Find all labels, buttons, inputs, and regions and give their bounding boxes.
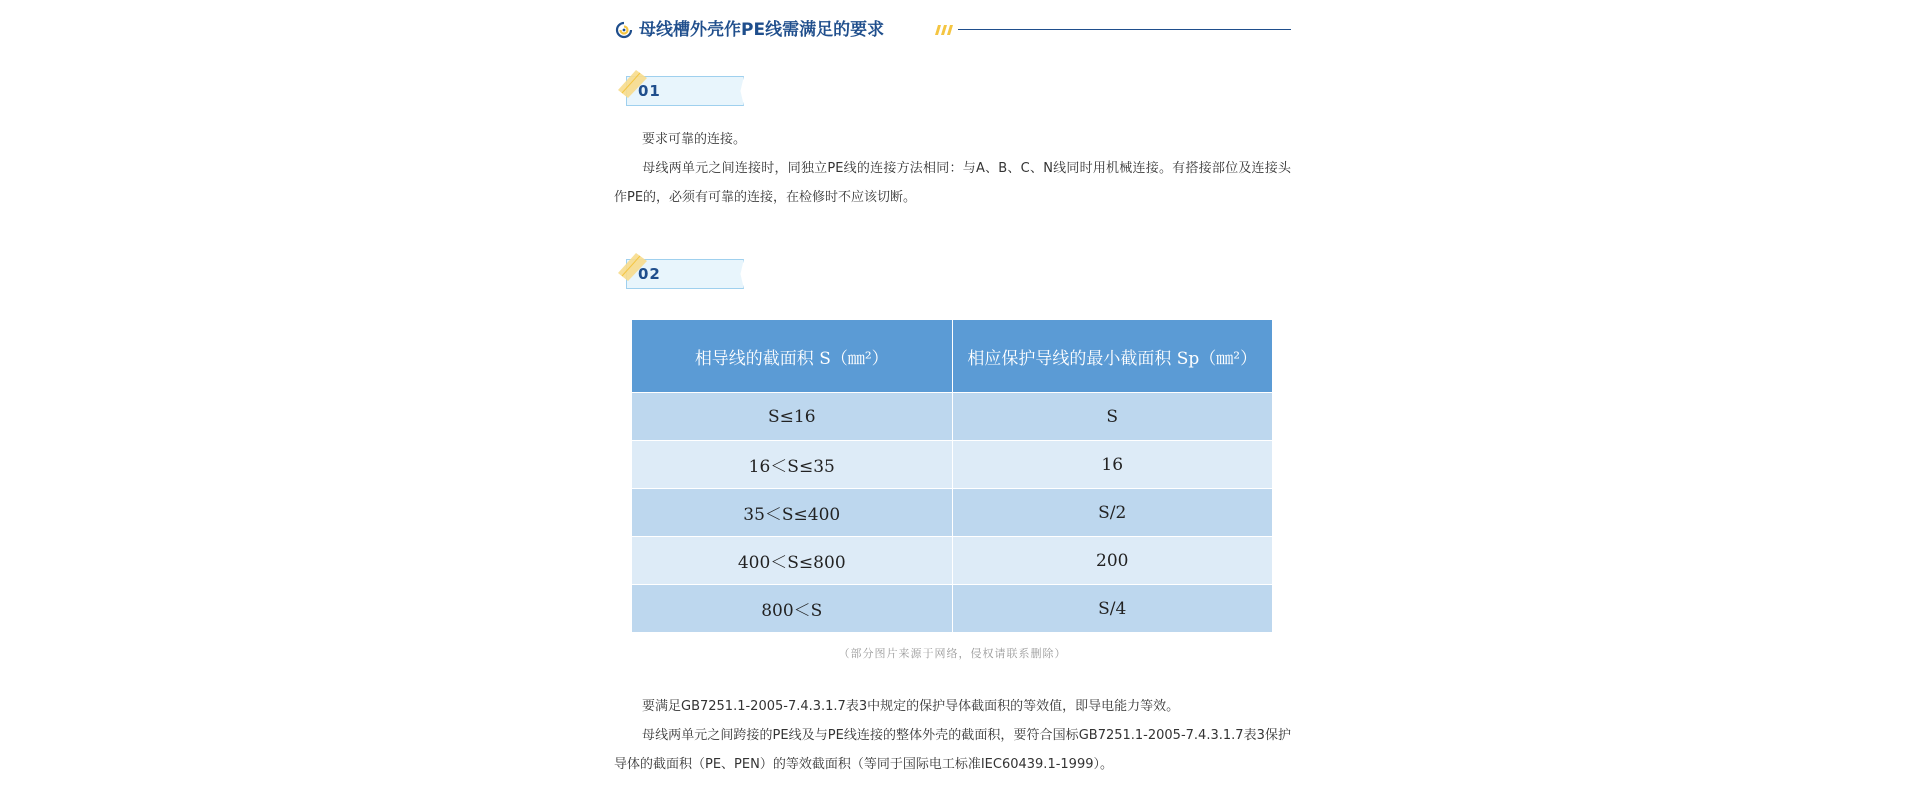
paragraph <box>614 154 1291 212</box>
table-cell: 800＜S <box>632 585 952 633</box>
table-cell: 16＜S≤35 <box>632 441 952 489</box>
header-divider <box>958 29 1291 30</box>
table-cell: S/4 <box>952 585 1272 633</box>
table-cell: S <box>952 393 1272 441</box>
cross-section-table <box>632 320 1272 632</box>
paragraph <box>614 125 1291 154</box>
table-row <box>632 585 1272 633</box>
section-badge-01 <box>614 64 749 104</box>
triple-slash-icon <box>932 24 954 36</box>
page-title: 母线槽外壳作PE线需满足的要求 <box>639 20 885 40</box>
paragraph-text: 母线两单元之间跨接的PE线及与PE线连接的整体外壳的截面积，要符合国标GB7251.1-2005-7.4.3.1.7表3保护导体的截面积（PE、PEN）的等效截面积（等同于国际电工标准IEC60439.1-1999）。 <box>614 728 1291 772</box>
table-cell: S/2 <box>952 489 1272 537</box>
table-cell: 35＜S≤400 <box>632 489 952 537</box>
column-header: 相应保护导线的最小截面积 Sp（㎜²） <box>952 320 1272 393</box>
section-number: 01 <box>638 82 661 100</box>
paragraph-text: 要满足GB7251.1-2005-7.4.3.1.7表3中规定的保护导体截面积的等效值，即导电能力等效。 <box>642 699 1180 714</box>
section-badge-02 <box>614 247 749 287</box>
article <box>614 0 1291 806</box>
paragraph <box>614 692 1291 721</box>
table-row <box>632 441 1272 489</box>
section-header <box>614 18 1291 42</box>
table-cell: 16 <box>952 441 1272 489</box>
table-row <box>632 537 1272 585</box>
table-cell: S≤16 <box>632 393 952 441</box>
table-cell: 400＜S≤800 <box>632 537 952 585</box>
table-row <box>632 489 1272 537</box>
table-cell: 200 <box>952 537 1272 585</box>
paragraph-text: 要求可靠的连接。 <box>642 132 747 147</box>
table-row <box>632 393 1272 441</box>
section-number: 02 <box>638 265 661 283</box>
image-caption: （部分图片来源于网络，侵权请联系删除） <box>838 647 1067 660</box>
table-header-row <box>632 320 1272 393</box>
paragraph <box>614 721 1291 779</box>
paragraph-text: 母线两单元之间连接时，同独立PE线的连接方法相同：与A、B、C、N线同时用机械连接。有搭接部位及连接头作PE的，必须有可靠的连接，在检修时不应该切断。 <box>614 161 1291 205</box>
column-header: 相导线的截面积 S（㎜²） <box>632 320 952 393</box>
swirl-logo-icon <box>614 20 634 40</box>
